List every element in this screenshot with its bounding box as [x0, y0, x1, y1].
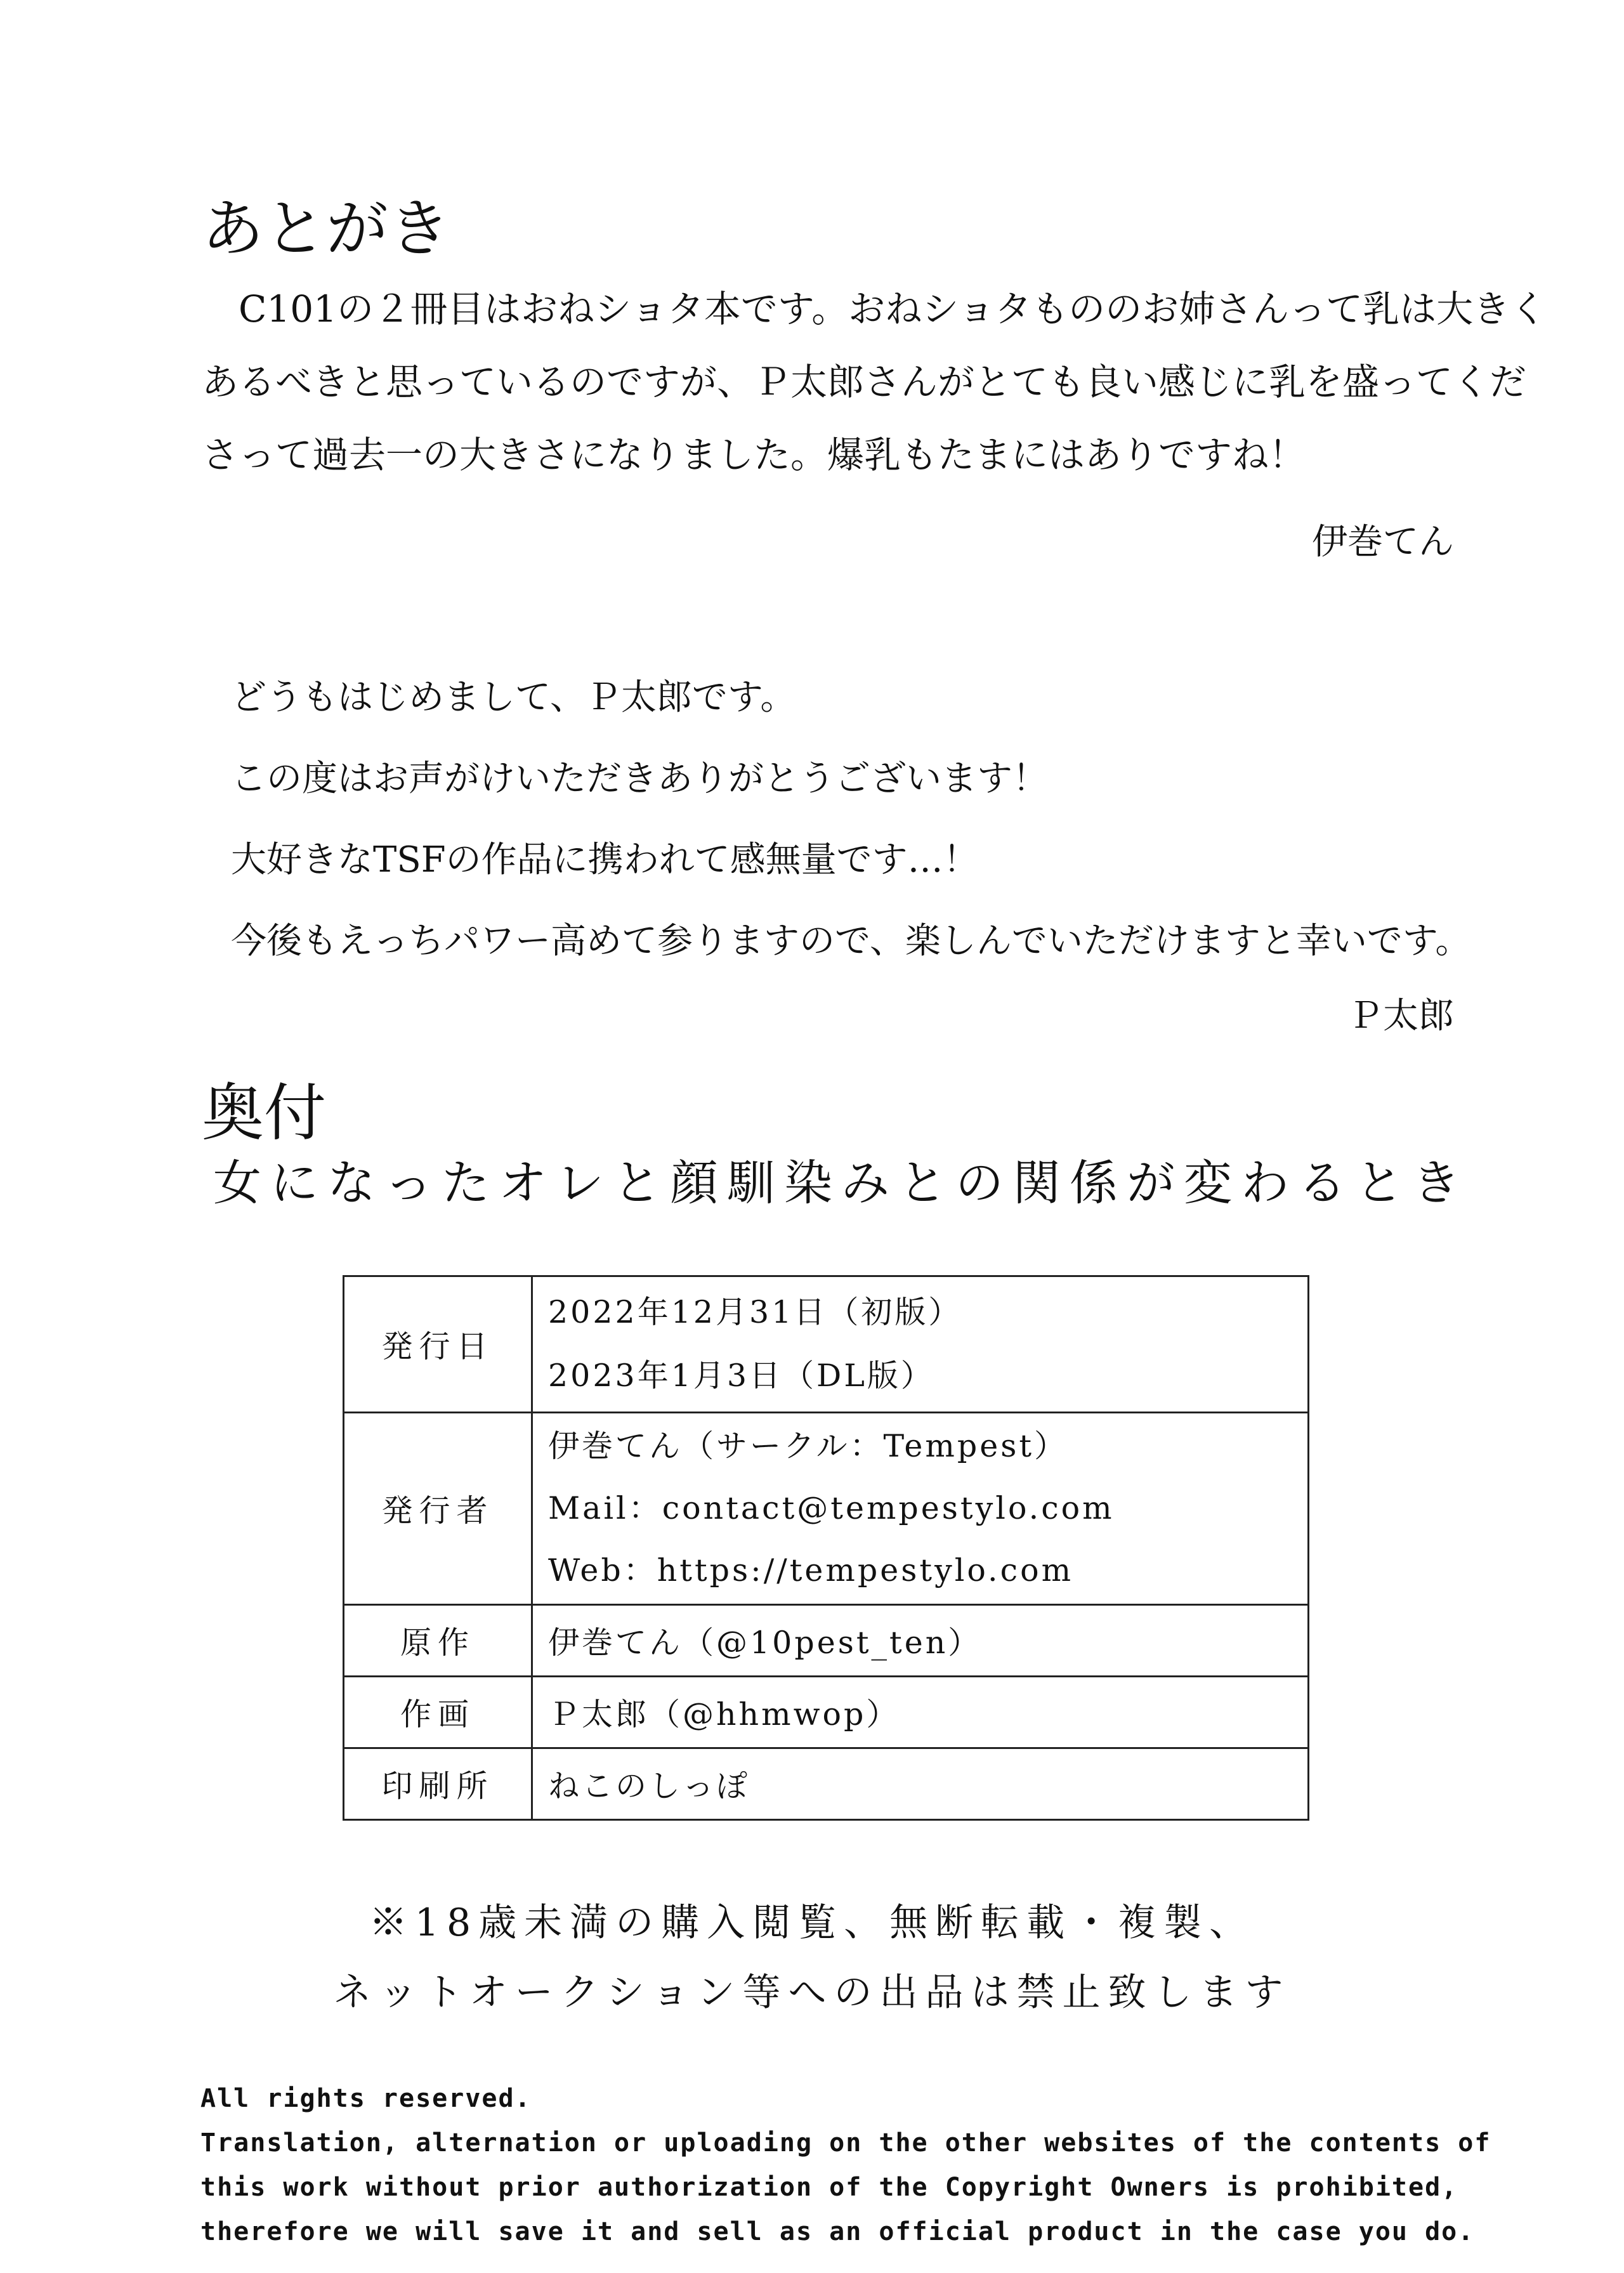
- dl-edition-date: 2023年1月3日（DL版）: [548, 1358, 934, 1394]
- table-row: [344, 1276, 1309, 1413]
- value-artwork: [532, 1677, 1309, 1748]
- value-printer: [532, 1748, 1309, 1820]
- age-restriction-notice: ※18歳未満の購入閲覧、無断転載・複製、: [369, 1901, 1255, 1945]
- first-edition-date: 2022年12月31日（初版）: [548, 1294, 962, 1330]
- auction-prohibition-notice: ネットオークション等への出品は禁止致します: [333, 1970, 1291, 2015]
- author-note-line: さって過去一の大きさになりました。爆乳もたまにはありですね！: [202, 433, 1306, 476]
- value-publisher: [532, 1413, 1309, 1605]
- rights-line: All rights reserved.: [200, 2084, 532, 2113]
- author-note: [202, 273, 1547, 492]
- table-row: [344, 1605, 1309, 1677]
- printer-name: ねこのしっぽ: [548, 1768, 750, 1804]
- rights-line: this work without prior authorization of the Copyright Owners is prohibited,: [200, 2173, 1458, 2202]
- author-note-line: あるべきと思っているのですが、Ｐ太郎さんがとても良い感じに乳を盛ってくだ: [202, 360, 1527, 403]
- artist-note-line: 今後もえっちパワー高めて参りますので、楽しんでいただけますと幸いです。: [231, 920, 1471, 962]
- table-row: [344, 1748, 1309, 1820]
- publisher-name: 伊巻てん（サークル：Tempest）: [548, 1428, 1068, 1464]
- artist-note-line: どうもはじめまして、Ｐ太郎です。: [231, 677, 796, 718]
- author-note-line: C101の２冊目はおねショタ本です。おねショタもののお姉さんって乳は大きく: [202, 287, 1547, 331]
- afterword-heading: あとがき: [202, 193, 451, 265]
- rights-line: Translation, alternation or uploading on the other websites of the contents of: [200, 2128, 1491, 2158]
- table-row: [344, 1677, 1309, 1748]
- rights-line: therefore we will save it and sell as an official product in the case you do.: [200, 2217, 1475, 2246]
- colophon-heading: 奥付: [202, 1077, 327, 1150]
- original-work-author: 伊巻てん（@10pest_ten）: [548, 1625, 982, 1661]
- colophon-table: [343, 1275, 1309, 1821]
- label-artwork: 作画: [344, 1677, 532, 1748]
- publisher-web: Web：https://tempestylo.com: [548, 1552, 1074, 1588]
- artwork-artist: Ｐ太郎（@hhmwop）: [548, 1696, 900, 1733]
- label-publish-date: 発行日: [344, 1276, 532, 1413]
- value-publish-date: [532, 1276, 1309, 1413]
- label-original-work: 原作: [344, 1605, 532, 1677]
- artist-signature: Ｐ太郎: [1347, 995, 1454, 1037]
- label-printer: 印刷所: [344, 1748, 532, 1820]
- book-title: 女になったオレと顔馴染みとの関係が変わるとき: [213, 1155, 1469, 1211]
- author-signature: 伊巻てん: [1312, 521, 1454, 563]
- table-row: [344, 1413, 1309, 1605]
- artist-note-line: 大好きなTSFの作品に携われて感無量です…！: [231, 839, 979, 881]
- label-publisher: 発行者: [344, 1413, 532, 1605]
- publisher-mail: Mail：contact@tempestylo.com: [548, 1490, 1115, 1526]
- value-original-work: [532, 1605, 1309, 1677]
- artist-note-line: この度はお声がけいただきありがとうございます！: [231, 758, 1048, 799]
